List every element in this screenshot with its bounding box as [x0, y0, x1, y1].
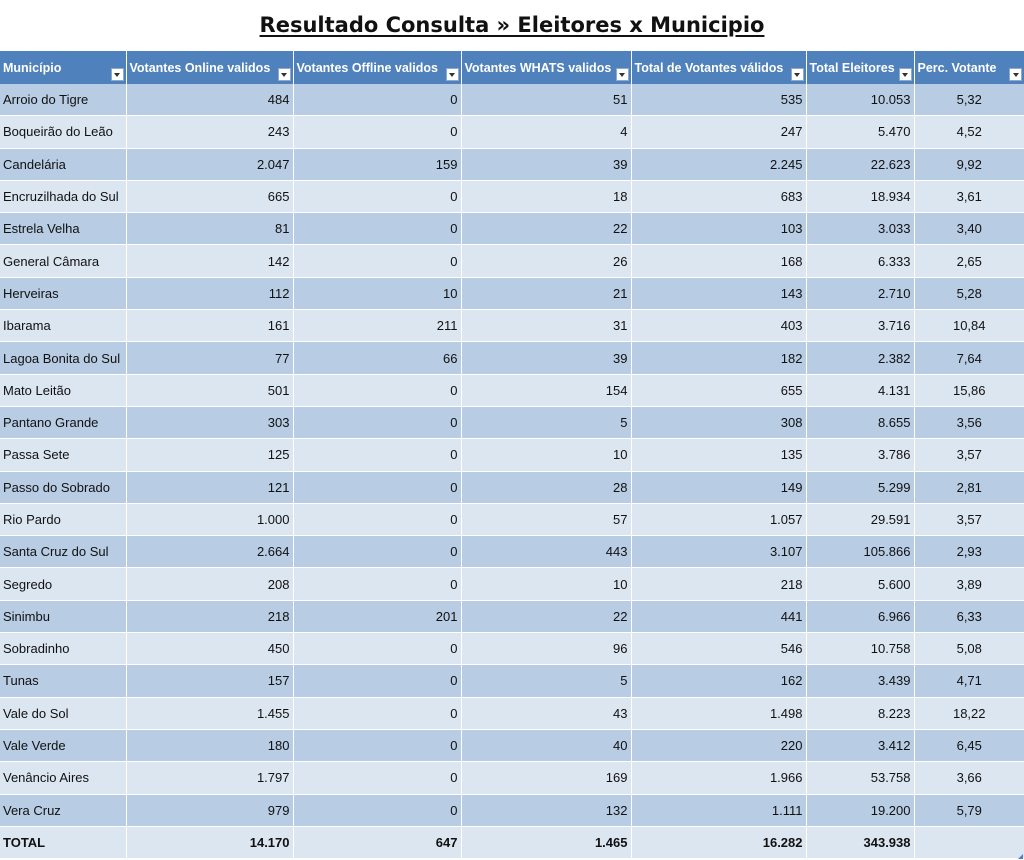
cell-perc-votante[interactable]: 3,61	[914, 180, 1024, 212]
table-row	[0, 697, 1024, 729]
cell-votantes-whats[interactable]: 154	[461, 374, 631, 406]
table-row	[0, 213, 1024, 245]
cell-votantes-online[interactable]: 1.797	[126, 762, 293, 794]
cell-perc-votante[interactable]	[914, 826, 1024, 858]
cell-total-eleitores[interactable]: 3.412	[806, 729, 914, 761]
cell-municipio[interactable]: Passa Sete	[0, 439, 126, 471]
cell-votantes-online[interactable]: 303	[126, 406, 293, 438]
cell-votantes-online[interactable]: 450	[126, 633, 293, 665]
cell-votantes-offline[interactable]: 0	[293, 536, 461, 568]
filter-dropdown-icon[interactable]	[278, 68, 291, 81]
cell-municipio[interactable]: Rio Pardo	[0, 503, 126, 535]
cell-votantes-offline[interactable]: 0	[293, 794, 461, 826]
cell-votantes-whats[interactable]: 5	[461, 406, 631, 438]
cell-perc-votante[interactable]: 3,66	[914, 762, 1024, 794]
table-row	[0, 116, 1024, 148]
cell-votantes-whats[interactable]: 40	[461, 729, 631, 761]
cell-votantes-whats[interactable]: 22	[461, 213, 631, 245]
table-row	[0, 310, 1024, 342]
cell-total-eleitores[interactable]: 5.600	[806, 568, 914, 600]
cell-municipio[interactable]: Santa Cruz do Sul	[0, 536, 126, 568]
table-row	[0, 406, 1024, 438]
cell-perc-votante[interactable]: 9,92	[914, 148, 1024, 180]
cell-total-votantes[interactable]: 655	[631, 374, 806, 406]
cell-votantes-whats[interactable]: 18	[461, 180, 631, 212]
table-row	[0, 762, 1024, 794]
cell-votantes-whats[interactable]: 39	[461, 342, 631, 374]
cell-total-votantes[interactable]: 135	[631, 439, 806, 471]
header-label: Município	[3, 60, 62, 75]
cell-total-votantes[interactable]: 149	[631, 471, 806, 503]
cell-total-eleitores[interactable]: 10.758	[806, 633, 914, 665]
table-row	[0, 665, 1024, 697]
cell-total-votantes[interactable]: 546	[631, 633, 806, 665]
cell-perc-votante[interactable]: 3,57	[914, 439, 1024, 471]
cell-perc-votante[interactable]: 3,40	[914, 213, 1024, 245]
cell-perc-votante[interactable]: 5,32	[914, 84, 1024, 116]
cell-perc-votante[interactable]: 6,33	[914, 600, 1024, 632]
cell-total-eleitores[interactable]: 3.716	[806, 310, 914, 342]
cell-total-eleitores[interactable]: 6.333	[806, 245, 914, 277]
cell-votantes-offline[interactable]: 0	[293, 729, 461, 761]
table-row	[0, 439, 1024, 471]
cell-municipio[interactable]: Segredo	[0, 568, 126, 600]
cell-perc-votante[interactable]: 7,64	[914, 342, 1024, 374]
cell-votantes-online[interactable]: 125	[126, 439, 293, 471]
cell-municipio[interactable]: Estrela Velha	[0, 213, 126, 245]
cell-votantes-offline[interactable]: 0	[293, 665, 461, 697]
table-row	[0, 180, 1024, 212]
header-label: Perc. Votante	[917, 60, 997, 75]
table-body	[0, 84, 1024, 859]
cell-votantes-offline[interactable]: 10	[293, 277, 461, 309]
cell-municipio[interactable]: Vale Verde	[0, 729, 126, 761]
table-row	[0, 342, 1024, 374]
cell-perc-votante[interactable]: 18,22	[914, 697, 1024, 729]
cell-votantes-offline[interactable]: 647	[293, 826, 461, 858]
cell-total-votantes[interactable]: 308	[631, 406, 806, 438]
header-row	[0, 51, 1024, 84]
cell-total-votantes[interactable]: 143	[631, 277, 806, 309]
cell-total-eleitores[interactable]: 2.710	[806, 277, 914, 309]
cell-votantes-online[interactable]: 218	[126, 600, 293, 632]
table-resize-handle[interactable]	[1018, 854, 1023, 859]
table-row	[0, 471, 1024, 503]
header-label: Votantes Offline validos	[296, 60, 438, 75]
header-votantes-offline[interactable]	[293, 51, 461, 84]
cell-municipio[interactable]: Encruzilhada do Sul	[0, 180, 126, 212]
results-table	[0, 51, 1024, 859]
cell-votantes-online[interactable]: 665	[126, 180, 293, 212]
cell-total-eleitores[interactable]: 19.200	[806, 794, 914, 826]
cell-municipio[interactable]: Sobradinho	[0, 633, 126, 665]
cell-total-votantes[interactable]: 535	[631, 84, 806, 116]
cell-total-eleitores[interactable]: 53.758	[806, 762, 914, 794]
cell-votantes-offline[interactable]: 0	[293, 439, 461, 471]
table-row	[0, 148, 1024, 180]
cell-perc-votante[interactable]: 15,86	[914, 374, 1024, 406]
cell-perc-votante[interactable]: 3,89	[914, 568, 1024, 600]
cell-total-eleitores[interactable]: 8.223	[806, 697, 914, 729]
cell-votantes-whats[interactable]: 43	[461, 697, 631, 729]
cell-votantes-whats[interactable]: 10	[461, 568, 631, 600]
cell-votantes-online[interactable]: 1.000	[126, 503, 293, 535]
cell-votantes-online[interactable]: 77	[126, 342, 293, 374]
cell-votantes-offline[interactable]: 0	[293, 116, 461, 148]
table-row	[0, 503, 1024, 535]
cell-total-votantes[interactable]: 1.498	[631, 697, 806, 729]
cell-total-eleitores[interactable]: 105.866	[806, 536, 914, 568]
cell-total-votantes[interactable]: 3.107	[631, 536, 806, 568]
cell-municipio[interactable]: TOTAL	[0, 826, 126, 858]
filter-dropdown-icon[interactable]	[111, 68, 124, 81]
filter-dropdown-icon[interactable]	[446, 68, 459, 81]
header-label: Total de Votantes válidos	[634, 60, 784, 75]
table-row	[0, 633, 1024, 665]
cell-total-votantes[interactable]: 220	[631, 729, 806, 761]
cell-votantes-online[interactable]: 979	[126, 794, 293, 826]
cell-perc-votante[interactable]: 5,79	[914, 794, 1024, 826]
cell-total-votantes[interactable]: 1.111	[631, 794, 806, 826]
table-row	[0, 568, 1024, 600]
cell-municipio[interactable]: General Câmara	[0, 245, 126, 277]
cell-votantes-online[interactable]: 243	[126, 116, 293, 148]
cell-votantes-whats[interactable]: 96	[461, 633, 631, 665]
cell-votantes-offline[interactable]: 0	[293, 374, 461, 406]
cell-perc-votante[interactable]: 4,71	[914, 665, 1024, 697]
cell-total-votantes[interactable]: 441	[631, 600, 806, 632]
cell-votantes-whats[interactable]: 21	[461, 277, 631, 309]
cell-municipio[interactable]: Pantano Grande	[0, 406, 126, 438]
cell-total-eleitores[interactable]: 5.470	[806, 116, 914, 148]
page-title: Resultado Consulta » Eleitores x Municipio	[259, 13, 765, 37]
cell-votantes-online[interactable]: 161	[126, 310, 293, 342]
filter-dropdown-icon[interactable]	[616, 68, 629, 81]
cell-votantes-offline[interactable]: 0	[293, 503, 461, 535]
filter-dropdown-icon[interactable]	[899, 68, 912, 81]
cell-votantes-offline[interactable]: 0	[293, 406, 461, 438]
cell-total-eleitores[interactable]: 3.786	[806, 439, 914, 471]
cell-votantes-offline[interactable]: 0	[293, 471, 461, 503]
cell-votantes-whats[interactable]: 132	[461, 794, 631, 826]
cell-votantes-whats[interactable]: 443	[461, 536, 631, 568]
table-row	[0, 84, 1024, 116]
cell-votantes-online[interactable]: 501	[126, 374, 293, 406]
cell-votantes-online[interactable]: 2.047	[126, 148, 293, 180]
cell-perc-votante[interactable]: 2,93	[914, 536, 1024, 568]
cell-total-eleitores[interactable]: 3.033	[806, 213, 914, 245]
table-row	[0, 600, 1024, 632]
cell-votantes-offline[interactable]: 0	[293, 568, 461, 600]
cell-votantes-offline[interactable]: 0	[293, 84, 461, 116]
cell-total-votantes[interactable]: 1.057	[631, 503, 806, 535]
cell-votantes-online[interactable]: 157	[126, 665, 293, 697]
table-row	[0, 794, 1024, 826]
cell-votantes-offline[interactable]: 0	[293, 697, 461, 729]
table-row	[0, 729, 1024, 761]
cell-votantes-offline[interactable]: 0	[293, 762, 461, 794]
cell-votantes-offline[interactable]: 66	[293, 342, 461, 374]
cell-perc-votante[interactable]: 5,08	[914, 633, 1024, 665]
cell-municipio[interactable]: Vale do Sol	[0, 697, 126, 729]
cell-municipio[interactable]: Tunas	[0, 665, 126, 697]
cell-votantes-offline[interactable]: 211	[293, 310, 461, 342]
cell-total-eleitores[interactable]: 29.591	[806, 503, 914, 535]
cell-municipio[interactable]: Herveiras	[0, 277, 126, 309]
cell-total-eleitores[interactable]: 343.938	[806, 826, 914, 858]
cell-municipio[interactable]: Arroio do Tigre	[0, 84, 126, 116]
title-bar	[0, 0, 1024, 50]
cell-votantes-online[interactable]: 484	[126, 84, 293, 116]
cell-votantes-whats[interactable]: 22	[461, 600, 631, 632]
cell-votantes-whats[interactable]: 1.465	[461, 826, 631, 858]
cell-total-eleitores[interactable]: 5.299	[806, 471, 914, 503]
cell-total-votantes[interactable]: 16.282	[631, 826, 806, 858]
cell-total-eleitores[interactable]: 8.655	[806, 406, 914, 438]
cell-total-eleitores[interactable]: 2.382	[806, 342, 914, 374]
header-label: Votantes WHATS validos	[464, 60, 612, 75]
cell-municipio[interactable]: Passo do Sobrado	[0, 471, 126, 503]
cell-perc-votante[interactable]: 5,28	[914, 277, 1024, 309]
cell-total-votantes[interactable]: 247	[631, 116, 806, 148]
cell-total-eleitores[interactable]: 4.131	[806, 374, 914, 406]
cell-votantes-offline[interactable]: 0	[293, 245, 461, 277]
cell-total-eleitores[interactable]: 6.966	[806, 600, 914, 632]
cell-municipio[interactable]: Ibarama	[0, 310, 126, 342]
cell-votantes-whats[interactable]: 10	[461, 439, 631, 471]
cell-total-votantes[interactable]: 103	[631, 213, 806, 245]
cell-votantes-online[interactable]: 14.170	[126, 826, 293, 858]
cell-total-votantes[interactable]: 218	[631, 568, 806, 600]
cell-votantes-offline[interactable]: 0	[293, 213, 461, 245]
cell-municipio[interactable]: Candelária	[0, 148, 126, 180]
cell-municipio[interactable]: Venâncio Aires	[0, 762, 126, 794]
cell-votantes-online[interactable]: 1.455	[126, 697, 293, 729]
cell-votantes-whats[interactable]: 5	[461, 665, 631, 697]
cell-total-votantes[interactable]: 182	[631, 342, 806, 374]
table-row	[0, 374, 1024, 406]
cell-municipio[interactable]: Boqueirão do Leão	[0, 116, 126, 148]
cell-total-eleitores[interactable]: 22.623	[806, 148, 914, 180]
cell-votantes-offline[interactable]: 0	[293, 633, 461, 665]
cell-total-votantes[interactable]: 168	[631, 245, 806, 277]
cell-total-eleitores[interactable]: 10.053	[806, 84, 914, 116]
cell-votantes-offline[interactable]: 201	[293, 600, 461, 632]
cell-total-eleitores[interactable]: 18.934	[806, 180, 914, 212]
cell-votantes-whats[interactable]: 39	[461, 148, 631, 180]
cell-votantes-online[interactable]: 208	[126, 568, 293, 600]
cell-municipio[interactable]: Mato Leitão	[0, 374, 126, 406]
filter-dropdown-icon[interactable]	[791, 68, 804, 81]
cell-total-eleitores[interactable]: 3.439	[806, 665, 914, 697]
cell-total-votantes[interactable]: 162	[631, 665, 806, 697]
cell-votantes-offline[interactable]: 0	[293, 180, 461, 212]
cell-perc-votante[interactable]: 10,84	[914, 310, 1024, 342]
cell-total-votantes[interactable]: 683	[631, 180, 806, 212]
cell-municipio[interactable]: Lagoa Bonita do Sul	[0, 342, 126, 374]
cell-votantes-whats[interactable]: 57	[461, 503, 631, 535]
header-municipio[interactable]	[0, 51, 126, 84]
cell-votantes-whats[interactable]: 26	[461, 245, 631, 277]
header-votantes-online[interactable]	[126, 51, 293, 84]
header-label: Total Eleitores	[809, 60, 895, 75]
cell-votantes-whats[interactable]: 28	[461, 471, 631, 503]
header-total-eleitores[interactable]	[806, 51, 914, 84]
cell-votantes-online[interactable]: 2.664	[126, 536, 293, 568]
cell-votantes-whats[interactable]: 51	[461, 84, 631, 116]
cell-perc-votante[interactable]: 3,57	[914, 503, 1024, 535]
table-row	[0, 277, 1024, 309]
cell-votantes-offline[interactable]: 159	[293, 148, 461, 180]
cell-municipio[interactable]: Sinimbu	[0, 600, 126, 632]
cell-perc-votante[interactable]: 6,45	[914, 729, 1024, 761]
total-row	[0, 826, 1024, 858]
filter-dropdown-icon[interactable]	[1009, 68, 1022, 81]
table-row	[0, 536, 1024, 568]
cell-perc-votante[interactable]: 2,81	[914, 471, 1024, 503]
cell-votantes-online[interactable]: 81	[126, 213, 293, 245]
header-perc-votante[interactable]	[914, 51, 1024, 84]
cell-votantes-whats[interactable]: 169	[461, 762, 631, 794]
header-label: Votantes Online validos	[129, 60, 271, 75]
cell-perc-votante[interactable]: 4,52	[914, 116, 1024, 148]
cell-votantes-online[interactable]: 121	[126, 471, 293, 503]
cell-votantes-online[interactable]: 112	[126, 277, 293, 309]
cell-total-votantes[interactable]: 2.245	[631, 148, 806, 180]
cell-municipio[interactable]: Vera Cruz	[0, 794, 126, 826]
cell-votantes-online[interactable]: 142	[126, 245, 293, 277]
header-votantes-whats[interactable]	[461, 51, 631, 84]
cell-votantes-online[interactable]: 180	[126, 729, 293, 761]
cell-votantes-whats[interactable]: 31	[461, 310, 631, 342]
cell-total-votantes[interactable]: 403	[631, 310, 806, 342]
header-total-votantes[interactable]	[631, 51, 806, 84]
cell-perc-votante[interactable]: 2,65	[914, 245, 1024, 277]
cell-votantes-whats[interactable]: 4	[461, 116, 631, 148]
cell-perc-votante[interactable]: 3,56	[914, 406, 1024, 438]
cell-total-votantes[interactable]: 1.966	[631, 762, 806, 794]
table-row	[0, 245, 1024, 277]
